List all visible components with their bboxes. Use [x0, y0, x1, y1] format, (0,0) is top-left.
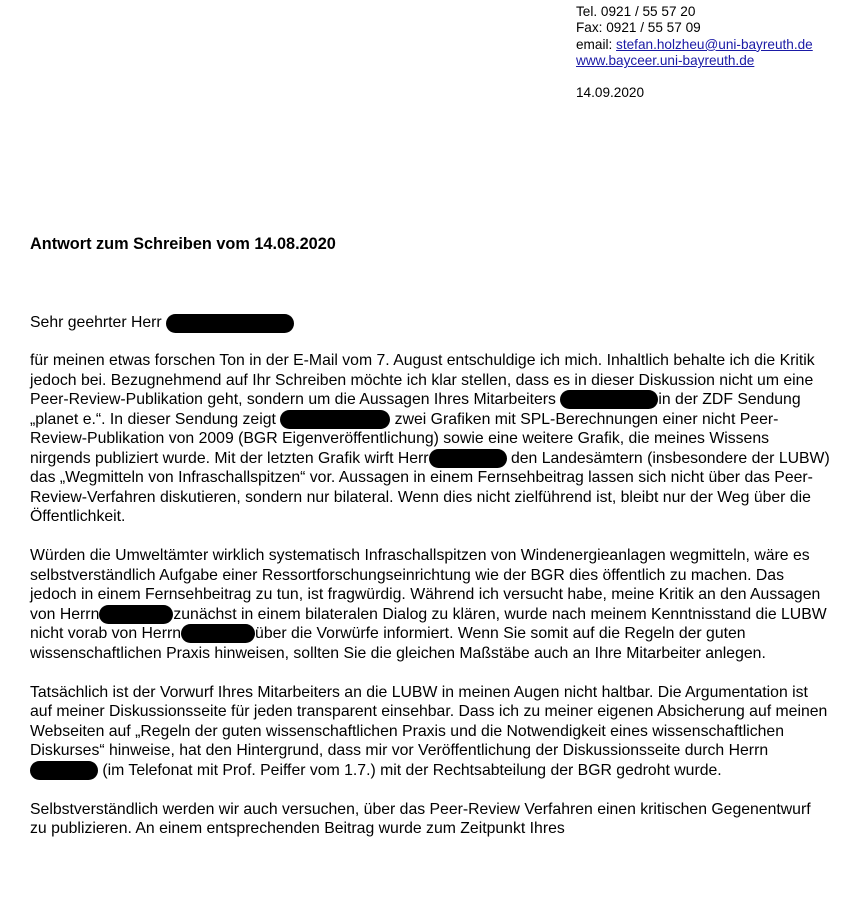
- paragraph-text: zunächst in einem bilateralen Dialog zu klären, wurde nach meinem Kenntnisstand die LUBW nicht vorab von Herrn: [30, 605, 827, 642]
- salutation-text: Sehr geehrter Herr: [30, 314, 162, 331]
- email-label: email:: [576, 36, 613, 52]
- paragraph-2: [30, 546, 830, 663]
- contact-block: [576, 4, 813, 70]
- redaction-mark: [280, 410, 390, 429]
- phone-number: Tel. 0921 / 55 57 20: [576, 4, 696, 19]
- paragraph-text: Tatsächlich ist der Vorwurf Ihres Mitarbeiters an die LUBW in meinen Augen nicht haltbar. Die Argumentation ist auf meiner Diskussionsseite für jeden transparent einsehbar. Dass ich zu meiner eigenen Absicherung auf meinen Webseiten auf „Regeln der guten wissenschaftlichen Praxis und die Notwendigkeit eines wissenschaftlichen Diskurses“ hinweise, hat den Hintergrund, dass mir vor Veröffentlichung der Diskussionsseite durch Herrn: [30, 683, 828, 759]
- fax-number: Fax: 0921 / 55 57 09: [576, 20, 701, 36]
- redaction-mark: [429, 449, 507, 468]
- paragraph-text: in der ZDF Sendung „planet e.“. In dieser Sendung zeigt: [30, 391, 801, 428]
- website-link[interactable]: www.bayceer.uni-bayreuth.de: [576, 53, 755, 69]
- redaction-mark: [99, 605, 173, 624]
- paragraph-text: zwei Grafiken mit SPL-Berechnungen einer nicht Peer-Review-Publikation von 2009 (BGR Eigenveröffentlichung) sowie eine weitere Grafik, die meines Wissens nirgends publiziert wurde. Mit der letzten Grafik wirft Herr: [30, 410, 779, 467]
- redaction-mark: [560, 390, 658, 409]
- salutation: [30, 314, 294, 333]
- redaction-mark: [30, 761, 98, 780]
- paragraph-1: [30, 351, 830, 527]
- letter-body: [30, 351, 830, 858]
- letter-subject: Antwort zum Schreiben vom 14.08.2020: [30, 235, 336, 253]
- letter-date: 14.09.2020: [576, 85, 645, 100]
- email-line: [576, 37, 813, 53]
- redaction-mark: [166, 314, 294, 333]
- website-line: [576, 53, 813, 69]
- paragraph-text: (im Telefonat mit Prof. Peiffer vom 1.7.) mit der Rechtsabteilung der BGR gedroht wurde.: [102, 761, 722, 779]
- email-link[interactable]: stefan.holzheu@uni-bayreuth.de: [616, 36, 813, 52]
- paragraph-4: Selbstverständlich werden wir auch versuchen, über das Peer-Review Verfahren einen kritischen Gegenentwurf zu publizieren. An einem entsprechenden Beitrag wurde zum Zeitpunkt Ihres: [30, 800, 811, 837]
- redaction-mark: [181, 624, 255, 643]
- paragraph-text: für meinen etwas forschen Ton in der E-Mail vom 7. August entschuldige ich mich. Inhaltlich behalte ich die Kritik jedoch bei. Bezugnehmend auf Ihr Schreiben möchte ich klar stellen, dass es in dieser Diskussion nicht um eine Peer-Review-Publikation geht, sondern um die Aussagen Ihres Mitarbeiters: [30, 352, 815, 408]
- paragraph-3: [30, 683, 830, 781]
- paragraph-text: über die Vorwürfe informiert. Wenn Sie somit auf die Regeln der guten wissenschaftlichen Praxis hinweisen, sollten Sie die gleichen Maßstäbe auch an Ihre Mitarbeiter anlegen.: [30, 625, 766, 662]
- paragraph-text: den Landesämtern (insbesondere der LUBW) das „Wegmitteln von Infraschallspitzen“ vor. Aussagen in einem Fernsehbeitrag lassen sich nicht über das Peer-Review-Verfahren diskutieren, sondern nur bilateral. Wenn dies nicht zielführend ist, bleibt nur der Weg über die Öffentlichkeit.: [30, 449, 830, 525]
- paragraph-text: Würden die Umweltämter wirklich systematisch Infraschallspitzen von Windenergieanlagen wegmitteln, wäre es selbstverständlich Aufgabe einer Ressortforschungseinrichtung wie der BGR dies öffentlich zu machen. Das jedoch in einem Fernsehbeitrag zu tun, ist fragwürdig. Während ich versucht habe, meine Kritik an den Aussagen von Herrn: [30, 547, 821, 623]
